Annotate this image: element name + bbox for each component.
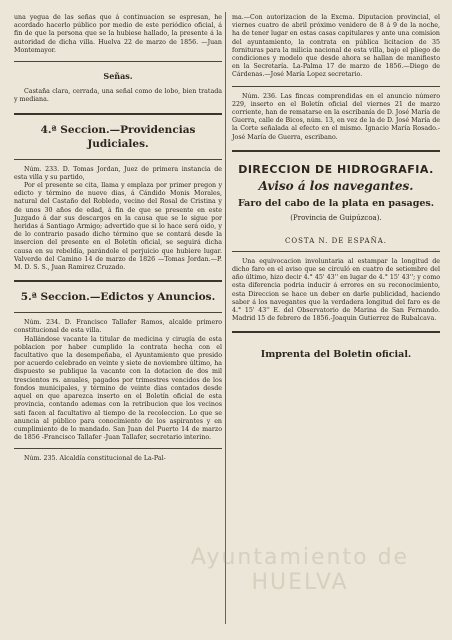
rule <box>232 86 440 87</box>
double-rule <box>232 331 440 333</box>
hidrografia-title: DIRECCION DE HIDROGRAFIA. <box>238 162 434 176</box>
notice-234-heading: Núm. 234. D. Francisco Tallafer Ramos, alcalde primero constitucional de esta villa. <box>14 319 222 335</box>
senas-title: Señas. <box>103 71 133 82</box>
rule <box>232 251 440 252</box>
notice-235-start: Núm. 235. Alcaldía constitucional de La-Pal- <box>24 455 166 463</box>
double-rule <box>232 150 440 152</box>
section-5-title: 5.ª Seccion.—Edictos y Anuncios. <box>20 291 216 304</box>
provincia-line: (Provincia de Guipúzcoa). <box>290 214 382 223</box>
notice-233-body: Por el presente se cita, llama y emplaza por primer pregon y edicto y término de nueve dias, á Cándido Monis Morales, natural del Castaño del Robledo, vecino del Rosal de Cristina y de unos 30 años de edad, á fin de que se presente en este Juzgado á dar sus descargos en la causa que se le sigue por heridas á Santiago Armigo; advertido que si lo hace será oido, y de lo contrario pasado dicho término que se contará desde la insercion del presente en el Boletín oficial, se seguirá dicha causa en su rebeldía, parándole el perjuicio que hubiere lugar. Valverde del Camino 14 de marzo de 1826 —Tomas Jordan.—P. M. D. S. S., Juan Ramirez Cruzado. <box>14 182 222 272</box>
double-rule <box>14 113 222 115</box>
faro-title: Faro del cabo de la plata en pasages. <box>237 198 435 210</box>
equivocacion-paragraph: Una equivocacion involuntaria al estampar la longitud de dicho faro en el aviso que se circuló en cuatro de setiembre del año último, hizo decir 4.° 45' 43'' en lugar de 4.° 15' 43''; y como esta diferencia podria inducir á errores en su reconocimiento, esta Direccion se hace un deber en darle publicidad, haciendo saber á los navegantes que la verdadera longitud del faro es de 4.° 15' 43'' E. del Observatorio de Marina de San Fernando. Madrid 15 de febrero de 1856.-Joaquin Gutierrez de Rubalcava. <box>232 257 440 323</box>
rule <box>14 312 222 313</box>
right-top-paragraph: ma.—Con autorizacion de la Excma. Diputacion provincial, el viernes cuatro de abril próximo venidero de 8 á 9 de la noche, ha de tener lugar en estas casas capitulares y ante una comision del ayuntamiento, la contrata en pública licitacion de 35 fornituras para la milicia nacional de esta villa, bajo el pliego de condiciones y modelo que desde ahora se hallan de manifiesto en la Secretaría. La-Palma 17 de marzo de 1856.—Diego de Cárdenas.—José María Lopez secretario. <box>232 14 440 79</box>
notice-234-body: Hallándose vacante la titular de medicina y cirugía de esta poblacion por haber cumplido la contrata hecha con el facultativo que la desempeñaba, el Ayuntamiento que presido por acuerdo celebrado en veinte y siete de noviembre último, ha dispuesto se publique la vacante con la dotacion de dos mil trescientos rs. anuales, pagados por trimestres vencidos de los fondos municipales, y término de veinte dias contados desde aquel en que aparezca inserto en el Boletín oficial de esta provincia, contando ademas con la retribucion que los vecinos sati facen al facultativo al tiempo de la recoleccion. Lo que se anuncia al público para conocimiento de los aspirantes y en cumplimiento de lo mandado. San Juan del Puerto 14 de marzo de 1856 -Francisco Tallafer -Juan Tallafer, secretario interino. <box>14 335 222 442</box>
left-top-paragraph: una yegua de las señas que á continuacion se espresan, he acordado hacerlo público por medio de este periódico oficial, á fin de que la persona que se la hubiese hallado, la presente á la autoridad de dicha villa. Huelva 22 de marzo de 1856. —Juan Montemayor. <box>14 14 222 54</box>
right-column <box>232 14 440 360</box>
left-column <box>14 14 222 464</box>
rule <box>14 448 222 449</box>
aviso-title: Aviso á los navegantes. <box>258 179 414 194</box>
notice-236: Núm. 236. Las fincas comprendidas en el anuncio número 229, inserto en el Boletín oficial del viernes 21 de marzo corriente, han de rematarse en la escribanía de D. José María de Guerra, calle de Bicos, núm. 13, en vez de la de D. José María de la Corte señalada al efecto en el mismo. Ignacio María Rosado.-José María de Guerra, escribano. <box>232 92 440 141</box>
imprenta-title: Imprenta del Boletin oficial. <box>260 349 412 361</box>
notice-233-heading: Núm. 233. D. Tomas Jordan, Juez de primera instancia de esta villa y su partido, <box>14 165 222 181</box>
double-rule <box>14 280 222 282</box>
rule <box>14 159 222 160</box>
column-divider <box>225 12 226 624</box>
watermark: Ayuntamiento de HUELVA <box>190 545 410 595</box>
costa-line: COSTA N. DE ESPAÑA. <box>285 236 387 245</box>
section-4-title: 4.ª Seccion.—Providencias Judiciales. <box>40 123 196 150</box>
rule <box>14 61 222 62</box>
senas-text: Castaña clara, cerrada, una señal como de lobo, bien tratada y mediana. <box>14 88 222 104</box>
